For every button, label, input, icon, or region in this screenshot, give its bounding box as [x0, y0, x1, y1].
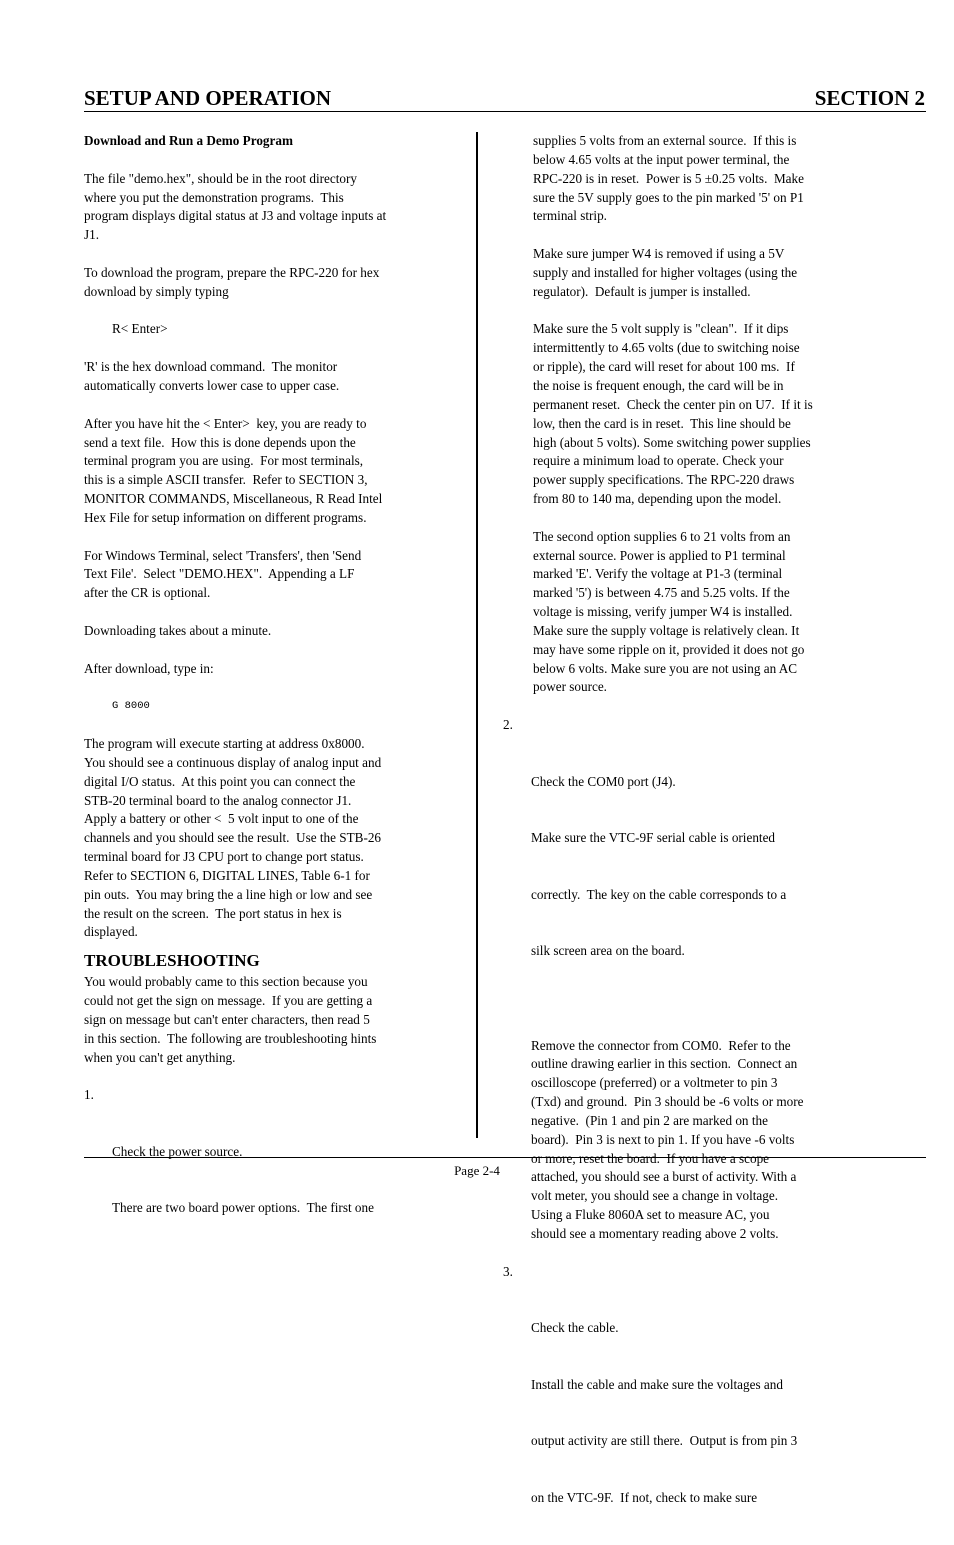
section-label: SECTION 2 [814, 86, 925, 110]
list-number: 3. [503, 1263, 513, 1279]
command-g-8000: G 8000 [112, 700, 150, 713]
list-item-com0-port: 2. Check the COM0 port (J4). Make sure the VTC-9F serial cable is oriented correctly. The key on the cable corresponds to a silk screen area on the board. [503, 717, 787, 959]
paragraph-prepare-download: To download the program, prepare the RPC-220 for hex download by simply typing [84, 264, 380, 299]
troubleshooting-heading: TROUBLESHOOTING [84, 951, 260, 971]
paragraph-program-execution: The program will execute starting at address 0x8000. You should see a continuous display of analog input and digital I/O status. At this point you can connect the STB-20 terminal board to the analog connector J1. Apply a battery or other < 5 volt input to one of the channels and you should see the result. Use the STB-26 terminal board for J3 CPU port to change port status. Refer to SECTION 6, DIGITAL LINES, Table 6-1 for pin outs. You may bring the a line high or low and see the result on the screen. The port status in hex is displayed. [84, 736, 382, 940]
paragraph-remove-connector: Remove the connector from COM0. Refer to the outline drawing earlier in this section. Connect an oscilloscope (preferred) or a voltmeter to pin 3 (Txd) and ground. Pin 3 should be -6 volts or more negative. (Pin 1 and pin 2 are marked on the board). Pin 3 is next to pin 1. If you have -6 volts or more, reset the board. If you have a scope attached, you should see a burst of activity. With a volt meter, you should see a change in voltage. Using a Fluke 8060A set to measure AC, you should see a momentary reading above 2 volts. [531, 1037, 804, 1241]
header-rule [84, 111, 926, 112]
page-title: SETUP AND OPERATION [84, 86, 331, 110]
list-item-check-cable: 3. Check the cable. Install the cable and make sure the voltages and output activity are still there. Output is from pin 3 on the VTC-9F. If not, check to make sure [503, 1263, 798, 1505]
paragraph-windows-terminal: For Windows Terminal, select 'Transfers', then 'Send Text File'. Select "DEMO.HEX". Appending a LF after the CR is optional. [84, 547, 362, 601]
subheading-download: Download and Run a Demo Program [84, 133, 293, 148]
paragraph-clean-supply: Make sure the 5 volt supply is "clean". If it dips intermittently to 4.65 volts (due to switching noise or ripple), the card will reset for about 100 ms. If the noise is frequent enough, the card will be in permanent reset. Check the center pin on U7. If it is low, then the card is in reset. This line should be high (about 5 volts). Some switching power supplies require a minimum load to operate. Check your power supply specifications. The RPC-220 draws from 80 to 140 ma, depending upon the model. [533, 321, 813, 507]
footer-rule [84, 1157, 926, 1158]
column-divider [476, 132, 478, 1138]
list-number: 1. [84, 1087, 94, 1103]
right-column [503, 132, 883, 1545]
list-item-power-source: 1. Check the power source. There are two board power options. The first one [84, 1087, 374, 1216]
paragraph-download-time: Downloading takes about a minute. [84, 622, 272, 638]
left-column [84, 132, 464, 1256]
paragraph-after-download: After download, type in: [84, 660, 214, 676]
page-number: Page 2-4 [454, 1163, 500, 1178]
paragraph-5v-supply: supplies 5 volts from an external source. If this is below 4.65 volts at the input power terminal, the RPC-220 is in reset. Power is 5 ±0.25 volts. Make sure the 5V supply goes to the pin marked '5' on P1 terminal strip. [533, 133, 804, 224]
paragraph-r-command: 'R' is the hex download command. The monitor automatically converts lower case to upper case. [84, 359, 340, 393]
paragraph-troubleshooting-intro: You would probably came to this section because you could not get the sign on message. If you are getting a sign on message but can't enter characters, then read 5 in this section. The following are troubleshooting hints when you can't get anything. [84, 974, 377, 1065]
paragraph-second-option: The second option supplies 6 to 21 volts from an external source. Power is applied to P1 terminal marked 'E'. Verify the voltage at P1-3 (terminal marked '5') is between 4.75 and 5.25 volts. If the voltage is missing, verify jumper W4 is installed. Make sure the supply voltage is relatively clean. It may have some ripple on it, provided it does not go below 6 volts. Make sure you are not using an AC power source. [533, 528, 805, 695]
paragraph-send-text-file: After you have hit the < Enter> key, you are ready to send a text file. How this is done depends upon the terminal program you are using. For most terminals, this is a simple ASCII transfer. Refer to SECTION 3, MONITOR COMMANDS, Miscellaneous, R Read Intel Hex File for setup information on different programs. [84, 415, 383, 525]
paragraph-jumper-w4: Make sure jumper W4 is removed if using a 5V supply and installed for higher voltages (using the regulator). Default is jumper is installed. [533, 246, 798, 299]
paragraph-demo-file: The file "demo.hex", should be in the root directory where you put the demonstration programs. This program displays digital status at J3 and voltage inputs at J1. [84, 170, 387, 243]
command-r-enter: R< Enter> [112, 321, 168, 337]
list-number: 2. [503, 717, 513, 733]
